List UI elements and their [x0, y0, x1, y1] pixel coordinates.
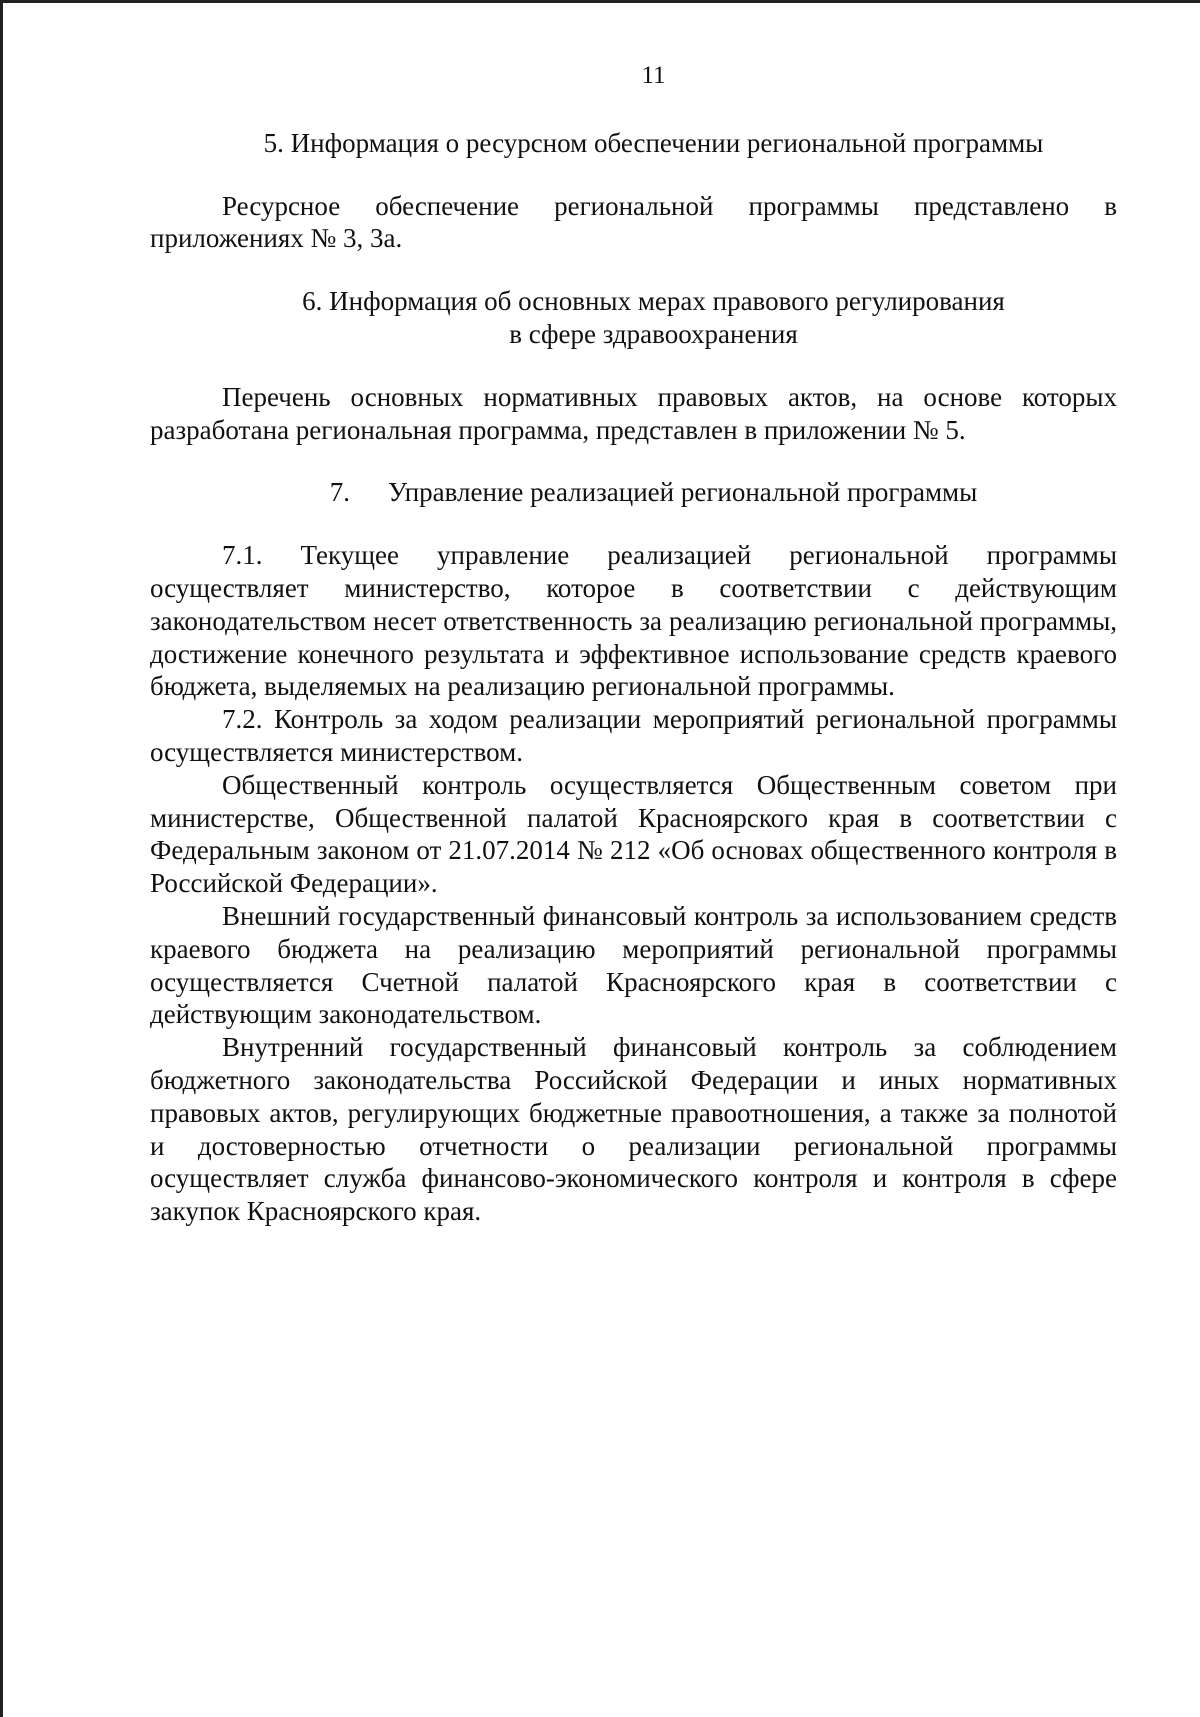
scan-edge-top [0, 0, 1200, 3]
paragraph-internal-control: Внутренний государственный финансовый контроль за соблюдением бюджетного законодательства Российской Федерации и иных нормативных правовых актов, регулирующих бюджетные правоотношения, а также за полнотой и достоверностью отчетности о реализации региональной программы осуществляет служба финансово-экономического контроля и контроля в сфере закупок Красноярского края. [150, 1032, 1117, 1227]
document-page [150, 60, 1117, 1228]
section-7-heading-number: 7. [329, 477, 350, 508]
section-5-heading: 5. Информация о ресурсном обеспечении региональной программы [263, 127, 1044, 158]
paragraph-7-2: 7.2. Контроль за ходом реализации мероприятий региональной программы осуществляется министерством. [150, 704, 1117, 767]
paragraph-public-control: Общественный контроль осуществляется Общественным советом при министерстве, Общественной палатой Красноярского края в соответствии с Федеральным законом от 21.07.2014 № 212 «Об основах общественного контроля в Российской Федерации». [150, 769, 1117, 899]
scan-edge-left [0, 0, 3, 1717]
paragraph-7-1: 7.1. Текущее управление реализацией региональной программы осуществляет министерство, которое в соответствии с действующим законодательством несет ответственность за реализацию региональной программы, достижение конечного результата и эффективное использование средств краевого бюджета, выделяемых на реализацию региональной программы. [150, 540, 1117, 702]
section-6-heading-line-1: 6. Информация об основных мерах правового регулирования [302, 286, 1005, 317]
section-7-heading [150, 476, 1117, 509]
paragraph-external-control: Внешний государственный финансовый контроль за использованием средств краевого бюджета на реализацию мероприятий региональной программы осуществляется Счетной палатой Красноярского края в соответствии с действующим законодательством. [150, 900, 1117, 1030]
section-7-heading-text: Управление реализацией региональной программы [387, 477, 978, 508]
section-6-paragraph: Перечень основных нормативных правовых актов, на основе которых разработана региональная программа, представлен в приложении № 5. [150, 381, 1117, 445]
section-5-paragraph: Ресурсное обеспечение региональной программы представлено в приложениях № 3, 3а. [150, 190, 1117, 254]
page-number: 11 [641, 62, 666, 89]
section-6-heading [150, 285, 1117, 351]
section-6-heading-line-2: в сфере здравоохранения [509, 318, 798, 349]
